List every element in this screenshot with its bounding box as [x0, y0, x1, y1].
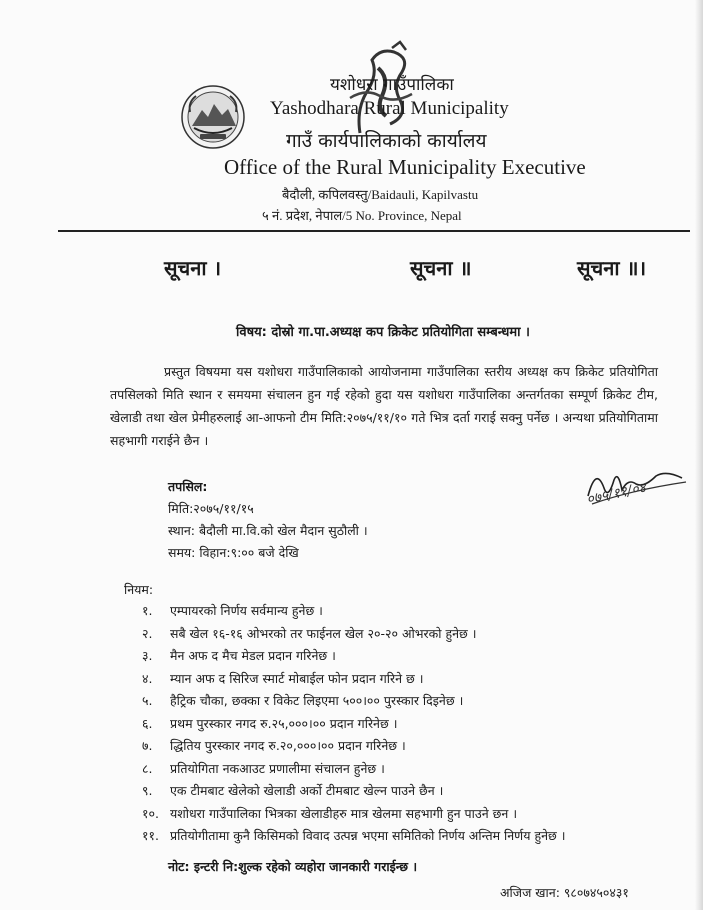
page-edge-shadow	[695, 0, 703, 910]
rule-text: मैन अफ द मैच मेडल प्रदान गरिनेछ ।	[170, 648, 336, 663]
rule-text: हैट्रिक चौका, छक्का र विकेट लिइएमा ५००।०० पुरस्कार दिइनेछ ।	[170, 693, 464, 708]
list-item	[142, 713, 566, 736]
rule-number: ११.	[142, 828, 159, 843]
letterhead-address-line-2: ५ नं. प्रदेश, नेपाल/5 No. Province, Nepal	[262, 208, 462, 223]
letterhead-nepali-office: गाउँ कार्यपालिकाको कार्यालय	[286, 130, 487, 152]
rule-text: एम्पायरको निर्णय सर्वमान्य हुनेछ ।	[170, 603, 323, 618]
rule-number: ४.	[142, 670, 153, 686]
rule-text: प्रथम पुरस्कार नगद रु.२५,०००।०० प्रदान गरिनेछ ।	[170, 715, 398, 731]
list-item	[142, 780, 566, 803]
nepal-emblem-logo	[180, 84, 246, 150]
letterhead-address-line-1: बैदौली, कपिलवस्तु/Baidauli, Kapilvastu	[282, 187, 479, 202]
notice-heading-3: सूचना ॥।	[577, 256, 647, 280]
rule-number: १.	[142, 603, 153, 618]
signature-date: ०७५/११/०४	[585, 479, 648, 509]
rule-text: सबै खेल १६-१६ ओभरको तर फाईनल खेल २०-२० ओभरको हुनेछ ।	[170, 625, 477, 641]
rule-number: ९.	[142, 783, 153, 798]
rule-text: एक टीमबाट खेलेको खेलाडी अर्को टीमबाट खेल्न पाउने छैन ।	[170, 783, 444, 798]
list-item	[142, 600, 566, 623]
notice-heading-1: सूचना ।	[164, 256, 222, 280]
details-date: मिति:२०७५/११/१५	[168, 501, 254, 516]
rule-number: २.	[142, 625, 153, 641]
list-item	[142, 623, 566, 646]
list-item	[142, 735, 566, 758]
rule-text: प्रतियोगीतामा कुनै किसिमको विवाद उत्पन्न भएमा समितिको निर्णय अन्तिम निर्णय हुनेछ ।	[170, 828, 566, 843]
letterhead-nepali-name: यशोधरा गाउँपालिका	[330, 75, 454, 95]
body-text: प्रस्तुत विषयमा यस यशोधरा गाउँपालिकाको आयोजनामा गाउँपालिका स्तरीय अध्यक्ष कप क्रिकेट प्रतियोगिता तपसिलको मिति स्थान र समयमा संचालन हुन गई रहेको हुदा यस यशोधरा गाउँपालिका अन्तर्गतका सम्पूर्ण क्रिकेट टीम, खेलाडी तथा खेल प्रेमीहरुलाई आ-आफनो टीम मिति:२०७५/११/१० गते भित्र दर्ता गराई सक्नु पर्नेछ । अन्यथा प्रतियोगितामा सहभागी गराईने छैन ।	[110, 364, 658, 448]
rule-number: १०.	[142, 805, 159, 821]
rules-list	[142, 600, 566, 848]
rule-number: ८.	[142, 760, 153, 776]
rule-text: प्रतियोगिता नकआउट प्रणालीमा संचालन हुनेछ ।	[170, 760, 385, 776]
details-title: तपसिल:	[168, 479, 208, 494]
rule-text: म्यान अफ द सिरिज स्मार्ट मोबाईल फोन प्रदान गरिने छ ।	[170, 670, 424, 686]
letterhead-english-name: Yashodhara Rural Municipality	[270, 98, 509, 119]
rule-number: ५.	[142, 693, 153, 708]
list-item	[142, 690, 566, 713]
details-venue: स्थान: बैदौली मा.वि.को खेल मैदान सुठौली ।	[168, 523, 368, 538]
body-paragraph	[110, 360, 658, 452]
details-block	[168, 476, 368, 564]
list-item	[142, 803, 566, 826]
letterhead-divider	[58, 230, 690, 232]
rules-title: नियम:	[124, 582, 154, 597]
notice-heading-2: सूचना ॥	[410, 256, 472, 280]
list-item	[142, 668, 566, 691]
footer-note: नोट: इन्टरी नि:शुल्क रहेको व्यहोरा जानकारी गराईन्छ ।	[168, 859, 418, 874]
list-item	[142, 825, 566, 848]
rule-text: यशोधरा गाउँपालिका भित्रका खेलाडीहरु मात्र खेलमा सहभागी हुन पाउने छन ।	[170, 805, 518, 821]
details-time: समय: विहान:९:०० बजे देखि	[168, 545, 299, 560]
list-item	[142, 758, 566, 781]
contact-line: अजिज खान: ९८०७४५०४३१	[500, 885, 629, 900]
rule-text: द्धितिय पुरस्कार नगद रु.२०,०००।०० प्रदान गरिनेछ ।	[170, 738, 406, 753]
letterhead-english-office: Office of the Rural Municipality Executive	[224, 155, 586, 179]
subject-line: विषय: दोस्रो गा.पा.अध्यक्ष कप क्रिकेट प्रतियोगिता सम्बन्धमा ।	[236, 325, 530, 340]
rule-number: ३.	[142, 648, 153, 663]
rule-number: ७.	[142, 738, 153, 753]
list-item	[142, 645, 566, 668]
rule-number: ६.	[142, 715, 153, 731]
